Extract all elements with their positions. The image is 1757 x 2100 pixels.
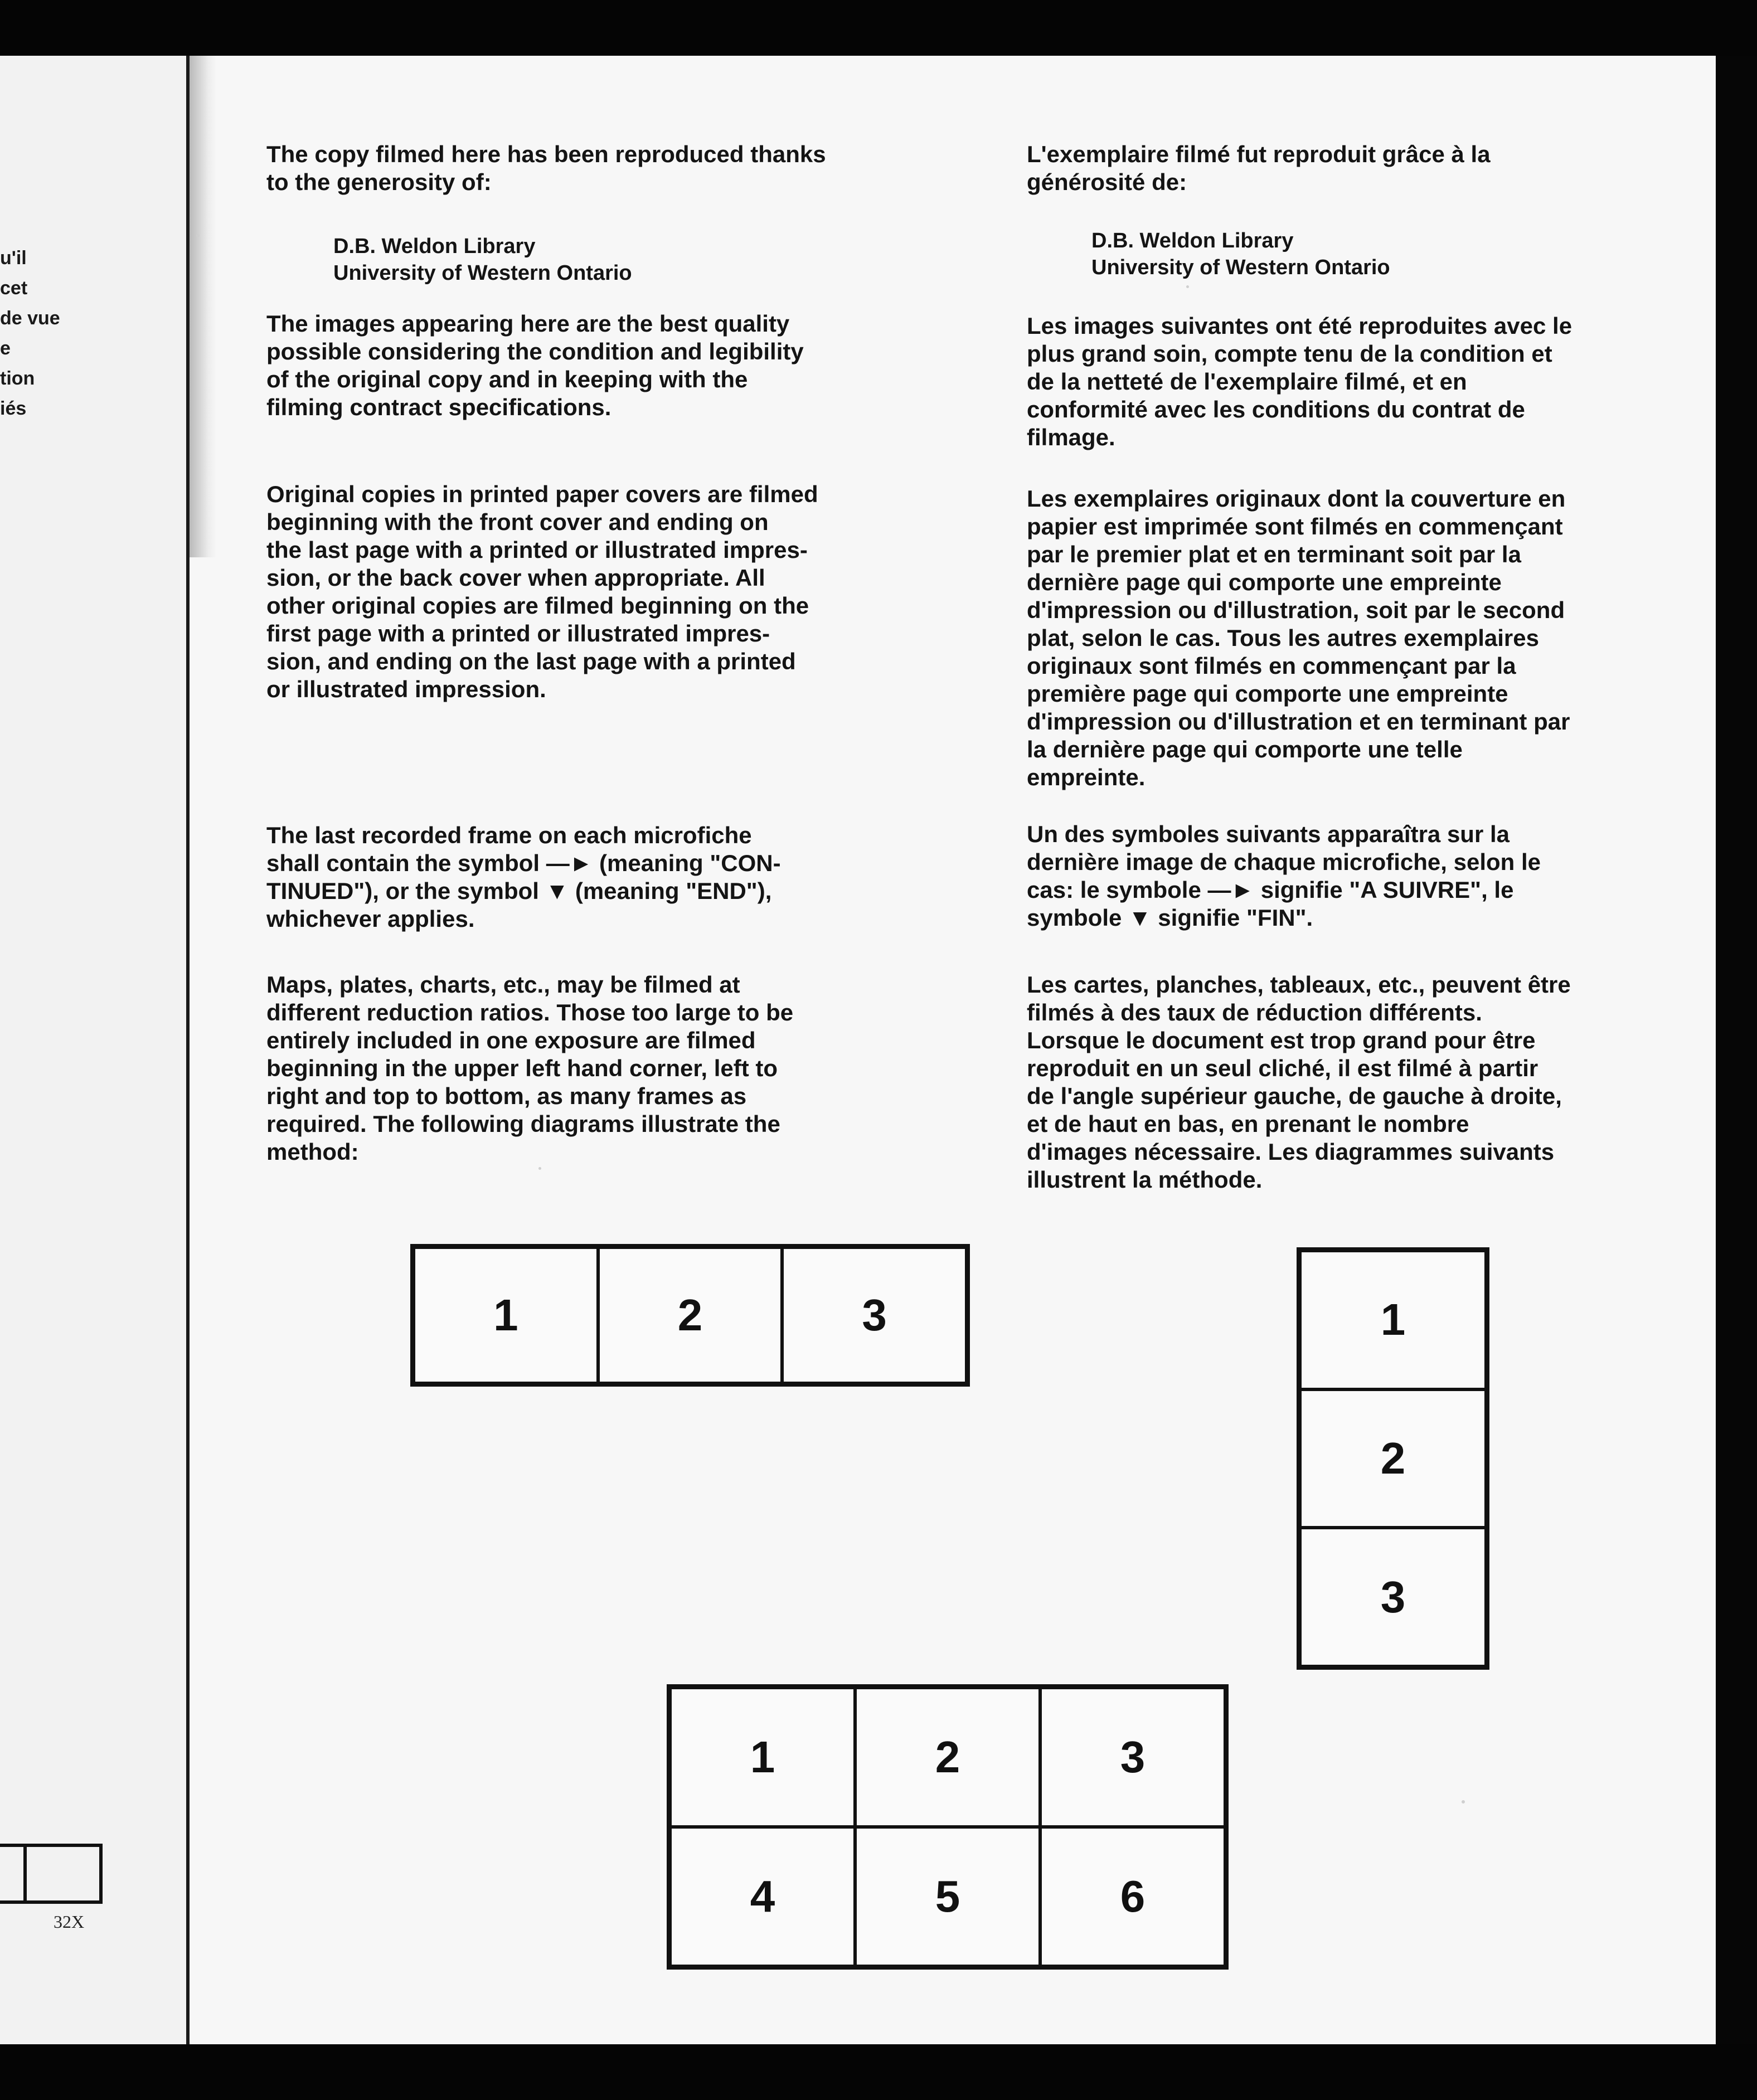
frame-cell: 6 bbox=[1040, 1827, 1225, 1966]
french-intro: L'exemplaire filmé fut reproduit grâce à la générosité de: bbox=[1027, 141, 1491, 195]
frame-cell: 3 bbox=[1040, 1688, 1225, 1827]
scan-speck bbox=[196, 234, 200, 237]
scan-speck bbox=[1462, 1800, 1465, 1804]
frame-cell: 2 bbox=[598, 1247, 783, 1383]
frame-cell: 2 bbox=[1300, 1389, 1486, 1528]
reduction-mark: 32X bbox=[54, 1912, 85, 1932]
english-covers-paragraph: Original copies in printed paper covers are filmed beginning with the front cover and ending on the last page with a printed or illustrated impres- sion, or the back cover when appropriate. All other original copies are filmed beginning on the first page with a printed or illustrated impres- sion, and ending on the last page with a printed or illustrated impression. bbox=[266, 481, 818, 702]
frame-cell: 3 bbox=[782, 1247, 967, 1383]
english-intro: The copy filmed here has been reproduced thanks to the generosity of: bbox=[266, 141, 826, 195]
frame-cell: 1 bbox=[1300, 1251, 1486, 1389]
french-library-name: D.B. Weldon Library University of Western Ontario bbox=[1091, 229, 1390, 279]
scan-right-border bbox=[1716, 56, 1757, 2044]
adjacent-page-fragment: de vue bbox=[0, 308, 60, 329]
scan-speck bbox=[1186, 285, 1189, 288]
english-quality-paragraph: The images appearing here are the best quality possible considering the condition and legibility of the original copy and in keeping with the filming contract specifications. bbox=[266, 310, 804, 420]
english-library-name: D.B. Weldon Library University of Western Ontario bbox=[333, 235, 632, 285]
adjacent-page-fragment: tion bbox=[0, 368, 35, 389]
french-maps-paragraph: Les cartes, planches, tableaux, etc., peuvent être filmés à des taux de réduction différents. Lorsque le document est trop grand pour être reproduit en un seul cliché, il est filmé à partir de l'angle supérieur gauche, de gauche à droite, et de haut en bas, en prenant le nombre d'images nécessaire. Les diagrammes suivants illustrent la méthode. bbox=[1027, 971, 1571, 1193]
adjacent-page-fragment: u'il bbox=[0, 247, 27, 269]
frame-cell: 3 bbox=[1300, 1528, 1486, 1666]
adjacent-page-frame-diagram bbox=[0, 1844, 103, 1904]
horizontal-frame-diagram bbox=[410, 1244, 970, 1387]
adjacent-page bbox=[0, 56, 186, 2044]
scan-top-border bbox=[0, 0, 1757, 56]
page-fold-shadow bbox=[190, 56, 216, 557]
frame-cell: 4 bbox=[670, 1827, 855, 1966]
frame-cell: 5 bbox=[855, 1827, 1040, 1966]
vertical-frame-diagram bbox=[1297, 1247, 1489, 1670]
adjacent-page-fragment: iés bbox=[0, 398, 27, 419]
french-symbols-paragraph: Un des symboles suivants apparaîtra sur la dernière image de chaque microfiche, selon le cas: le symbole —► signifie "A SUIVRE", le symbole ▼ signifie "FIN". bbox=[1027, 821, 1541, 931]
six-frame-diagram bbox=[667, 1684, 1229, 1970]
french-covers-paragraph: Les exemplaires originaux dont la couverture en papier est imprimée sont filmés en commençant par le premier plat et en terminant soit par la dernière page qui comporte une empreinte d'impression ou d'illustration, soit par le second plat, selon le cas. Tous les autres exemplaires originaux sont filmés en commençant par la première page qui comporte une empreinte d'impression ou d'illustration et en terminant par la dernière page qui comporte une telle empreinte. bbox=[1027, 485, 1570, 790]
scan-speck bbox=[538, 1167, 541, 1170]
frame-cell: 1 bbox=[414, 1247, 598, 1383]
adjacent-page-fragment: cet bbox=[0, 278, 28, 299]
scan-bottom-border bbox=[0, 2044, 1757, 2100]
frame-cell: 2 bbox=[855, 1688, 1040, 1827]
english-symbols-paragraph: The last recorded frame on each microfiche shall contain the symbol —► (meaning "CON- TINUED"), or the symbol ▼ (meaning "END"), whichever applies. bbox=[266, 822, 781, 932]
frame-cell: 1 bbox=[670, 1688, 855, 1827]
adjacent-page-fragment: e bbox=[0, 338, 11, 359]
french-quality-paragraph: Les images suivantes ont été reproduites avec le plus grand soin, compte tenu de la condition et de la netteté de l'exemplaire filmé, et en conformité avec les conditions du contrat de filmage. bbox=[1027, 313, 1572, 450]
english-maps-paragraph: Maps, plates, charts, etc., may be filmed at different reduction ratios. Those too large to be entirely included in one exposure are filmed beginning in the upper left hand corner, left to right and top to bottom, as many frames as required. The following diagrams illustrate the method: bbox=[266, 971, 794, 1165]
